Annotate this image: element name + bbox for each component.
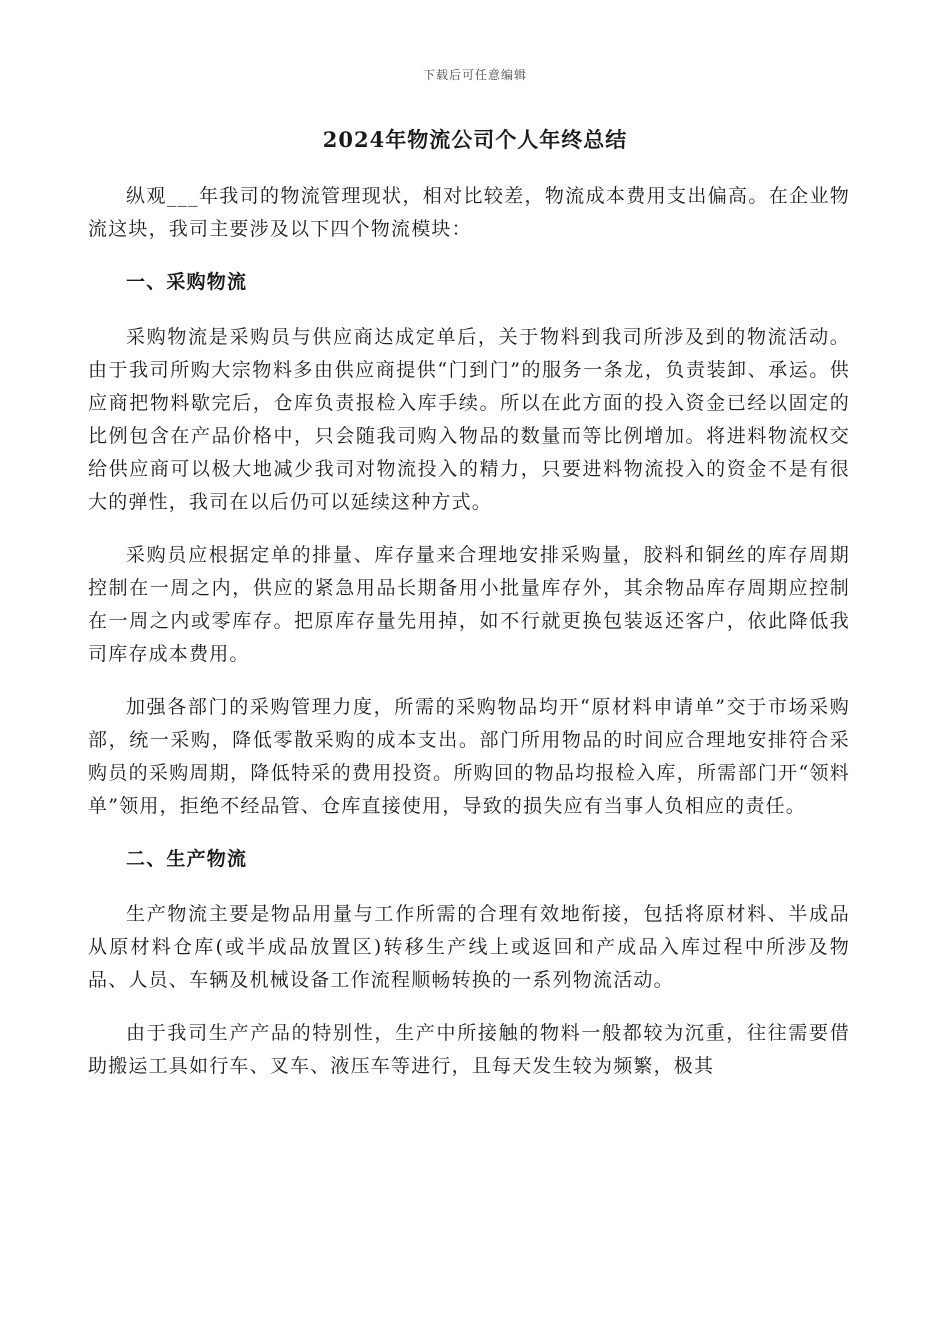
document-title: 2024年物流公司个人年终总结	[322, 127, 628, 152]
production-paragraph-2: 由于我司生产产品的特别性，生产中所接触的物料一般都较为沉重，往往需要借助搬运工具如行车、叉车、液压车等进行，且每天发生较为频繁，极其	[88, 1022, 850, 1077]
procurement-paragraph-2: 采购员应根据定单的排量、库存量来合理地安排采购量，胶料和铜丝的库存周期控制在一周之内，供应的紧急用品长期备用小批量库存外，其余物品库存周期应控制在一周之内或零库存。把原库存量先用掉，如不行就更换包装返还客户，依此降低我司库存成本费用。	[88, 544, 850, 665]
section-heading-production: 二、生产物流	[126, 848, 248, 870]
section-heading-procurement: 一、采购物流	[126, 271, 248, 293]
document-body	[88, 180, 850, 1103]
procurement-paragraph-1: 采购物流是采购员与供应商达成定单后，关于物料到我司所涉及到的物流活动。由于我司所购大宗物料多由供应商提供“门到门”的服务一条龙，负责装卸、承运。供应商把物料歇完后，仓库负责报检入库手续。所以在此方面的投入资金已经以固定的比例包含在产品价格中，只会随我司购入物品的数量而等比例增加。将进料物流权交给供应商可以极大地减少我司对物流投入的精力，只要进料物流投入的资金不是有很大的弹性，我司在以后仍可以延续这种方式。	[88, 326, 850, 513]
production-paragraph-1: 生产物流主要是物品用量与工作所需的合理有效地衔接，包括将原材料、半成品从原材料仓库(或半成品放置区)转移生产线上或返回和产成品入库过程中所涉及物品、人员、车辆及机械设备工作流程顺畅转换的一系列物流活动。	[88, 903, 850, 991]
intro-paragraph: 纵观___年我司的物流管理现状，相对比较差，物流成本费用支出偏高。在企业物流这块，我司主要涉及以下四个物流模块：	[88, 185, 850, 240]
header-note: 下载后可任意编辑	[422, 68, 527, 82]
procurement-paragraph-3: 加强各部门的采购管理力度，所需的采购物品均开“原材料申请单”交于市场采购部，统一采购，降低零散采购的成本支出。部门所用物品的时间应合理地安排符合采购员的采购周期，降低特采的费用投资。所购回的物品均报检入库，所需部门开“领料单”领用，拒绝不经品管、仓库直接使用，导致的损失应有当事人负相应的责任。	[88, 696, 850, 817]
